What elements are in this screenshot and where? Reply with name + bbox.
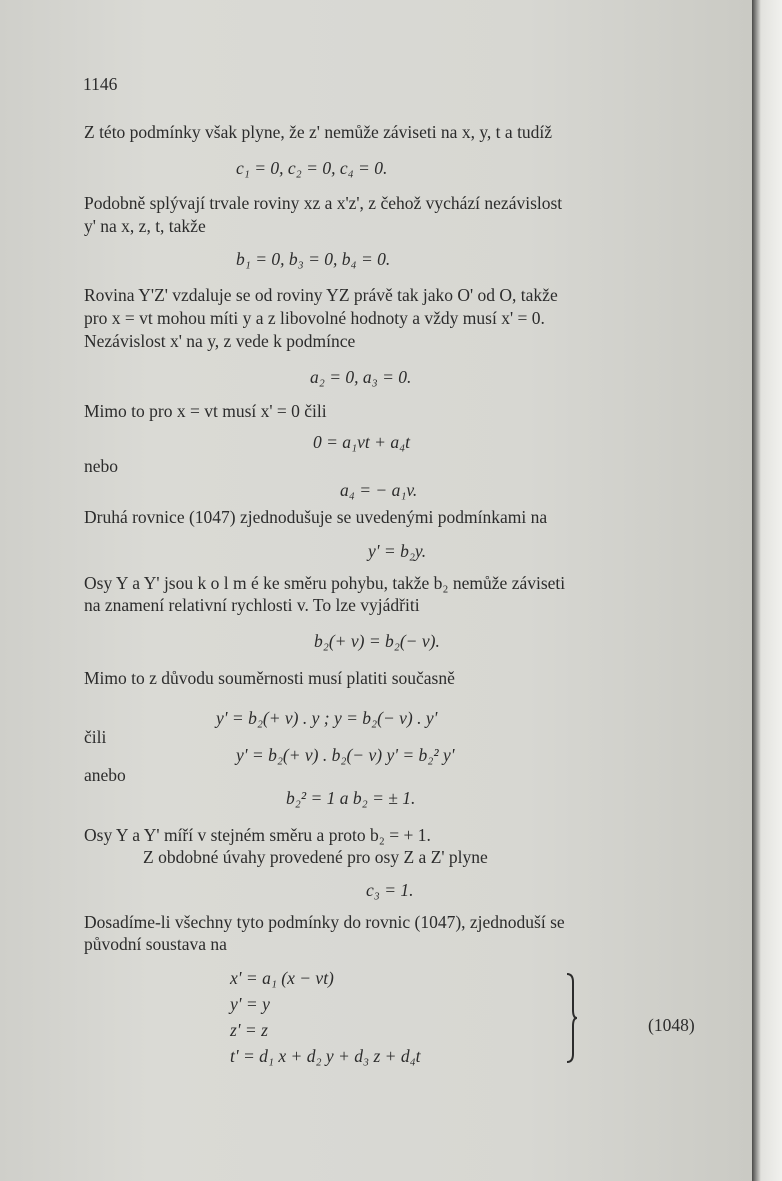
- text-line: původní soustava na: [84, 934, 227, 954]
- text-line: anebo: [84, 765, 126, 785]
- equation-number: (1048): [648, 1015, 695, 1035]
- text-line: Dosadíme-li všechny tyto podmínky do rovnic (1047), zjednoduší se: [84, 912, 565, 932]
- equation: b₂² = 1 a b₂ = ± 1.: [286, 788, 416, 808]
- equation: b₁ = 0, b₃ = 0, b₄ = 0.: [236, 249, 391, 269]
- text-line: Rovina Y'Z' vzdaluje se od roviny YZ právě tak jako O' od O, takže: [84, 285, 558, 305]
- text-line: Osy Y a Y' jsou k o l m é ke směru pohybu, takže b₂ nemůže záviseti: [84, 573, 566, 593]
- text-line: Osy Y a Y' míří v stejném směru a proto b₂ = + 1.: [84, 825, 431, 845]
- equation: b₂(+ v) = b₂(− v).: [314, 631, 440, 651]
- text-line: na znamení relativní rychlosti v. To lze vyjádřiti: [84, 595, 420, 615]
- equation: c₁ = 0, c₂ = 0, c₄ = 0.: [236, 158, 388, 178]
- system-equation-row: z' = z: [230, 1020, 268, 1040]
- equation: c₃ = 1.: [366, 880, 414, 900]
- text-line: Podobně splývají trvale roviny xz a x'z', z čehož vychází nezávislost: [84, 193, 563, 213]
- equation: y' = b₂(+ v) . b₂(− v) y' = b₂² y': [236, 745, 455, 765]
- system-equation-row: t' = d₁ x + d₂ y + d₃ z + d₄t: [230, 1046, 421, 1066]
- equation: a₄ = − a₁v.: [340, 480, 418, 500]
- text-line: čili: [84, 727, 107, 747]
- equation: y' = b₂(+ v) . y ; y = b₂(− v) . y': [216, 708, 438, 728]
- system-equation-row: y' = y: [230, 994, 270, 1014]
- page-number: 1146: [83, 74, 118, 94]
- text-line: pro x = vt mohou míti y a z libovolné hodnoty a vždy musí x' = 0.: [84, 308, 545, 328]
- text-line: Mimo to pro x = vt musí x' = 0 čili: [84, 401, 327, 421]
- text-line: nebo: [84, 456, 119, 476]
- equation: a₂ = 0, a₃ = 0.: [310, 367, 412, 387]
- system-equation-row: x' = a₁ (x − vt): [230, 968, 334, 988]
- text-line: Z této podmínky však plyne, že z' nemůže záviseti na x, y, t a tudíž: [84, 122, 553, 142]
- text-line: Mimo to z důvodu souměrnosti musí platiti současně: [84, 668, 455, 688]
- book-spine: [752, 0, 782, 1181]
- text-line: Z obdobné úvahy provedené pro osy Z a Z' plyne: [143, 847, 488, 867]
- equation: 0 = a₁vt + a₄t: [313, 432, 411, 452]
- text-line: y' na x, z, t, takže: [84, 216, 206, 236]
- equation: y' = b₂y.: [368, 541, 427, 561]
- text-line: Nezávislost x' na y, z vede k podmínce: [84, 331, 356, 351]
- right-brace: [566, 972, 578, 1064]
- text-line: Druhá rovnice (1047) zjednodušuje se uvedenými podmínkami na: [84, 507, 548, 527]
